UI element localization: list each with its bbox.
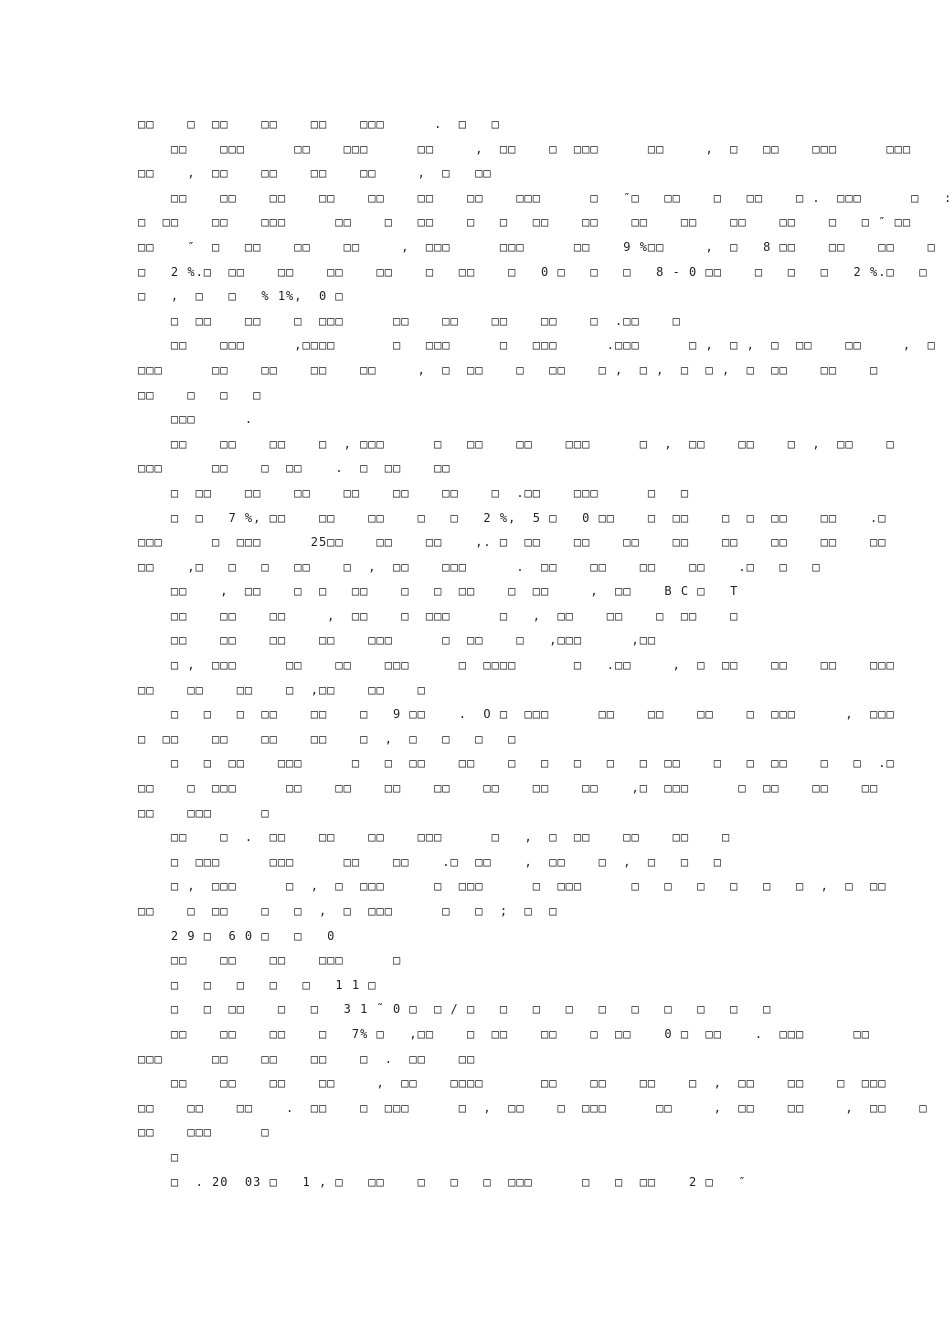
- text-line: □□ □□ □□ □□ □□□ □ □□ □ ,□□□ ,□□: [138, 633, 657, 648]
- text-line: □ . 20 03 □ 1 , □ □□ □ □ □ □□□ □ □ □□ 2 □ ″: [138, 1174, 747, 1189]
- text-line: □□ , □□ □ □ □□ □ □ □□ □ □□ , □□ B C □ T: [138, 584, 739, 599]
- text-line: 2 9 □ 6 0 □ □ 0: [138, 928, 336, 943]
- text-line: □ □□□ □□□ □□ □□ .□ □□ , □□ □ , □ □ □: [138, 854, 722, 869]
- text-line: □ □ □□ □ □ 3 1 ˜ 0 □ □ / □ □ □ □ □ □ □ □ □ □: [138, 1002, 772, 1017]
- text-line: □ 2 %.□ □□ □□ □□ □□ □ □□ □ 0 □ □ □ 8 - 0 □□ □ □ □ 2 %.□ □: [138, 264, 928, 279]
- text-line: □□ □ □□ □ □ , □ □□□ □ □ ; □ □: [138, 904, 558, 918]
- text-line: □□ □□ □□ □□□ □: [138, 953, 402, 968]
- document-page: [138, 112, 952, 1194]
- text-line: □□ □□ □□ □□ , □□ □□□□ □□ □□ □□ □ , □□ □□ □ □□□: [138, 1076, 887, 1091]
- text-line: □□ □□□ □□ □□□ □□ , □□ □ □□□ □□ , □ □□ □□□ □□□: [138, 141, 912, 156]
- text-line: □□□ □□ □ □□ . □ □□ □□: [138, 461, 451, 476]
- text-line: □□□ .: [138, 412, 254, 427]
- text-line: □□□ □ □□□ 25□□ □□ □□ ,. □ □□ □□ □□ □□ □□ □□ □□ □□: [138, 535, 887, 550]
- text-line: □□ □□□ ,□□□□ □ □□□ □ □□□ .□□□ □ , □ , □ □□ □□ , □: [138, 338, 936, 353]
- text-line: □□ □ □ □: [138, 387, 262, 402]
- text-line: □ □□ □□ □□□ □□ □ □□ □ □ □□ □□ □□ □□ □□ □□ □ □ ″ □□: [138, 215, 912, 230]
- text-line: □□ □ . □□ □□ □□ □□□ □ , □ □□ □□ □□ □: [138, 830, 731, 845]
- text-line: □□ □□ □□ , □□ □ □□□ □ , □□ □□ □ □□ □: [138, 608, 739, 623]
- text-line: □ □□ □□ □□ □□ □□ □□ □ .□□ □□□ □ □: [138, 485, 690, 500]
- text-line: □□ □□ □□ □ ,□□ □□ □: [138, 682, 426, 697]
- text-line: □□ □□ □□ □ 7% □ ,□□ □ □□ □□ □ □□ 0 □ □□ . □□□ □□: [138, 1026, 870, 1041]
- text-line: □ □ □ □□ □□ □ 9 □□ . O □ □□□ □□ □□ □□ □ □□□ , □□□: [138, 707, 895, 722]
- text-line: □ , □□□ □ , □ □□□ □ □□□ □ □□□ □ □ □ □ □ □ , □ □□: [138, 879, 887, 894]
- text-line: □□ ,□ □ □ □□ □ , □□ □□□ . □□ □□ □□ □□ .□ □ □: [138, 559, 821, 574]
- text-line: □ □□ □□ □□ □□ □ , □ □ □ □: [138, 731, 517, 746]
- text-line: □ □□ □□ □ □□□ □□ □□ □□ □□ □ .□□ □: [138, 313, 681, 328]
- text-line: □□ □□ □□ □□ □□ □□ □□ □□□ □ ″□ □□ □ □□ □ . □□□ □ :: [138, 190, 952, 205]
- text-line: □□□ □□ □□ □□ □ . □□ □□: [138, 1051, 476, 1066]
- text-line: □ □ □ □ □ 1 1 □: [138, 977, 377, 992]
- text-line: □□ □□ □□ . □□ □ □□□ □ , □□ □ □□□ □□ , □□ □□ , □□ □: [138, 1100, 928, 1115]
- text-line: □ , □□□ □□ □□ □□□ □ □□□□ □ .□□ , □ □□ □□ □□ □□□: [138, 658, 895, 673]
- text-line: □□ □□□ □: [138, 805, 270, 820]
- text-line: □□ □□□ □: [138, 1125, 270, 1140]
- text-line: □ □ 7 %, □□ □□ □□ □ □ 2 %, 5 □ 0 □□ □ □□ □ □ □□ □□ .□: [138, 510, 887, 525]
- text-line: □□ □ □□ □□ □□ □□□ . □ □: [138, 117, 500, 131]
- text-line: □: [138, 1149, 180, 1164]
- text-line: □□ , □□ □□ □□ □□ , □ □□: [138, 166, 492, 181]
- text-line: □□ □ □□□ □□ □□ □□ □□ □□ □□ □□ ,□ □□□ □ □□ □□ □□: [138, 781, 879, 796]
- text-line: □□□ □□ □□ □□ □□ , □ □□ □ □□ □ , □ , □ □ , □ □□ □□ □: [138, 362, 879, 377]
- text-line: □□ □□ □□ □ , □□□ □ □□ □□ □□□ □ , □□ □□ □ , □□ □: [138, 436, 895, 451]
- text-line: □□ ″ □ □□ □□ □□ , □□□ □□□ □□ 9 %□□ , □ 8 □□ □□ □□ □: [138, 239, 936, 254]
- text-line: □ , □ □ % 1%, 0 □: [138, 289, 344, 304]
- text-line: □ □ □□ □□□ □ □ □□ □□ □ □ □ □ □ □□ □ □ □□ □ □ .□: [138, 756, 895, 771]
